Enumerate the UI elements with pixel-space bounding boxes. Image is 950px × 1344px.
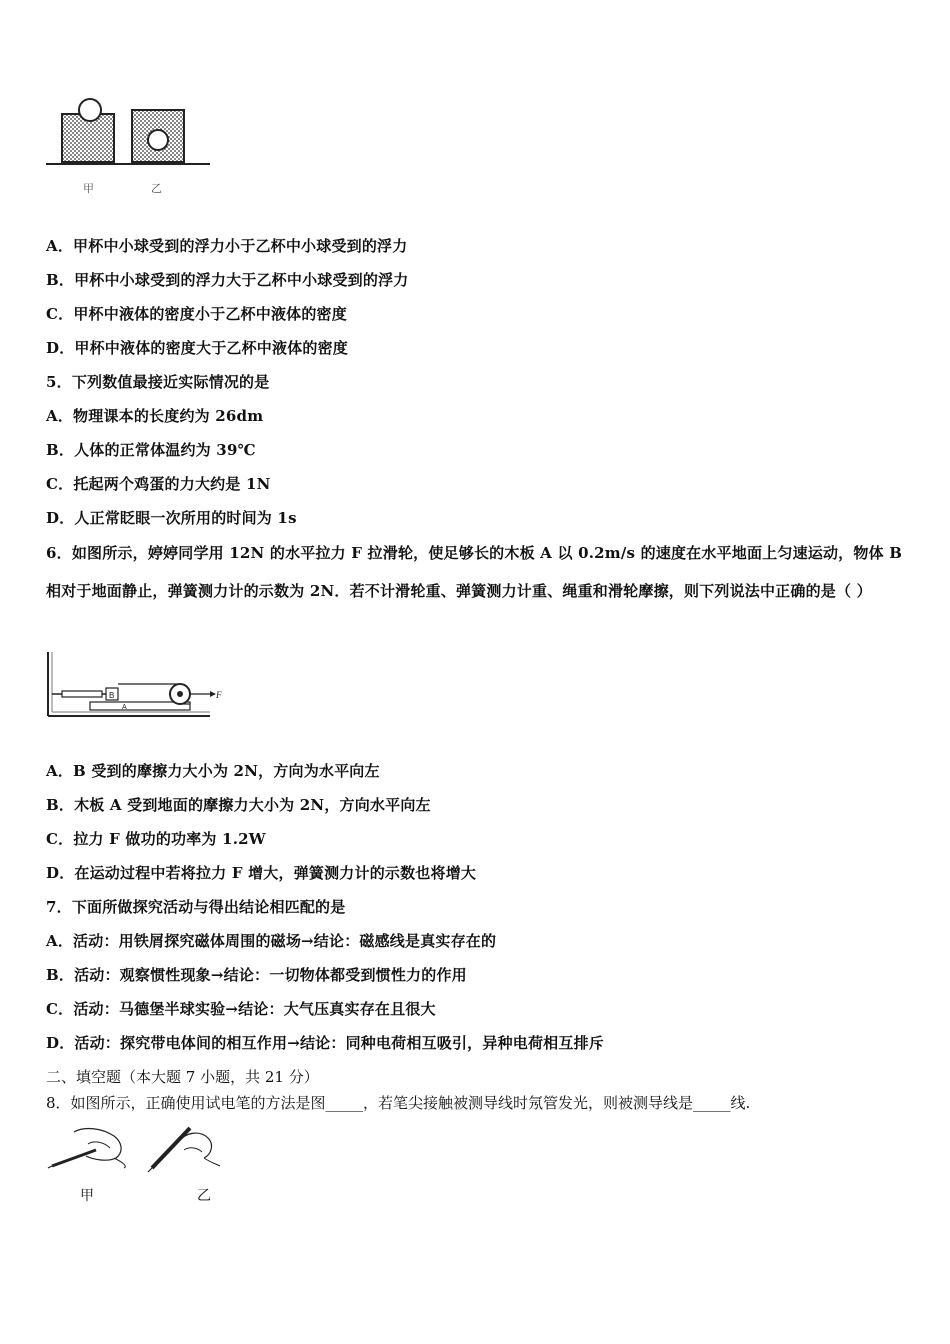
force-label: F (216, 690, 222, 700)
q5-stem: 5．下列数值最接近实际情况的是 (46, 373, 270, 391)
right-ball (148, 130, 168, 150)
board-a-label: A (122, 704, 127, 711)
q6-stem: 6．如图所示，婷婷同学用 12N 的水平拉力 F 拉滑轮，使足够长的木板 A 以 0.2m/s 的速度在水平地面上匀速运动，物体 B 相对于地面静止，弹簧测力计的示数为 2N．若不计滑轮重、弹簧测力计重、绳重和滑轮摩擦，则下列说法中正确的是（ ） (46, 544, 903, 600)
test-pen-figure (44, 1122, 234, 1178)
q6-option-c: C．拉力 F 做功的功率为 1.2W (46, 830, 266, 848)
q5-option-b: B．人体的正常体温约为 39℃ (46, 441, 256, 459)
hand-left (48, 1129, 125, 1168)
q6-option-d: D．在运动过程中若将拉力 F 增大，弹簧测力计的示数也将增大 (46, 864, 477, 882)
section-title: 二、填空题（本大题 7 小题，共 21 分） (46, 1068, 319, 1086)
spring-scale (62, 691, 102, 697)
q5-option-a: A．物理课本的长度约为 26dm (46, 407, 264, 425)
q7-option-c: C．活动：马德堡半球实验→结论：大气压真实存在且很大 (46, 1000, 436, 1018)
block-b-label: B (109, 691, 115, 700)
q7-stem: 7．下面所做探究活动与得出结论相匹配的是 (46, 898, 346, 916)
q7-option-a: A．活动：用铁屑探究磁体周围的磁场→结论：磁感线是真实存在的 (46, 932, 497, 950)
cups-figure (44, 96, 214, 200)
cup-label-right: 乙 (151, 182, 162, 195)
q7-option-b: B．活动：观察惯性现象→结论：一切物体都受到惯性力的作用 (46, 966, 467, 984)
pen-label-left: 甲 (80, 1188, 94, 1204)
left-ball (79, 99, 101, 121)
q5-option-d: D．人正常眨眼一次所用的时间为 1s (46, 509, 297, 527)
cup-label-left: 甲 (83, 182, 94, 195)
q5-option-c: C．托起两个鸡蛋的力大约是 1N (46, 475, 271, 493)
q4-option-b: B．甲杯中小球受到的浮力大于乙杯中小球受到的浮力 (46, 271, 409, 289)
q6-option-a: A．B 受到的摩擦力大小为 2N，方向为水平向左 (46, 762, 380, 780)
pen-label-right: 乙 (197, 1188, 211, 1204)
pen-right (152, 1128, 190, 1168)
q4-option-d: D．甲杯中液体的密度大于乙杯中液体的密度 (46, 339, 349, 357)
pulley-figure (40, 650, 230, 720)
q4-option-c: C．甲杯中液体的密度小于乙杯中液体的密度 (46, 305, 347, 323)
hand-right (148, 1128, 220, 1172)
q8-stem: 8．如图所示，正确使用试电笔的方法是图_____，若笔尖接触被测导线时氖管发光，则被测导线是_____线. (46, 1094, 751, 1112)
q4-option-a: A．甲杯中小球受到的浮力小于乙杯中小球受到的浮力 (46, 237, 408, 255)
q7-option-d: D．活动：探究带电体间的相互作用→结论：同种电荷相互吸引，异种电荷相互排斥 (46, 1034, 604, 1052)
q6-option-b: B．木板 A 受到地面的摩擦力大小为 2N，方向水平向左 (46, 796, 431, 814)
